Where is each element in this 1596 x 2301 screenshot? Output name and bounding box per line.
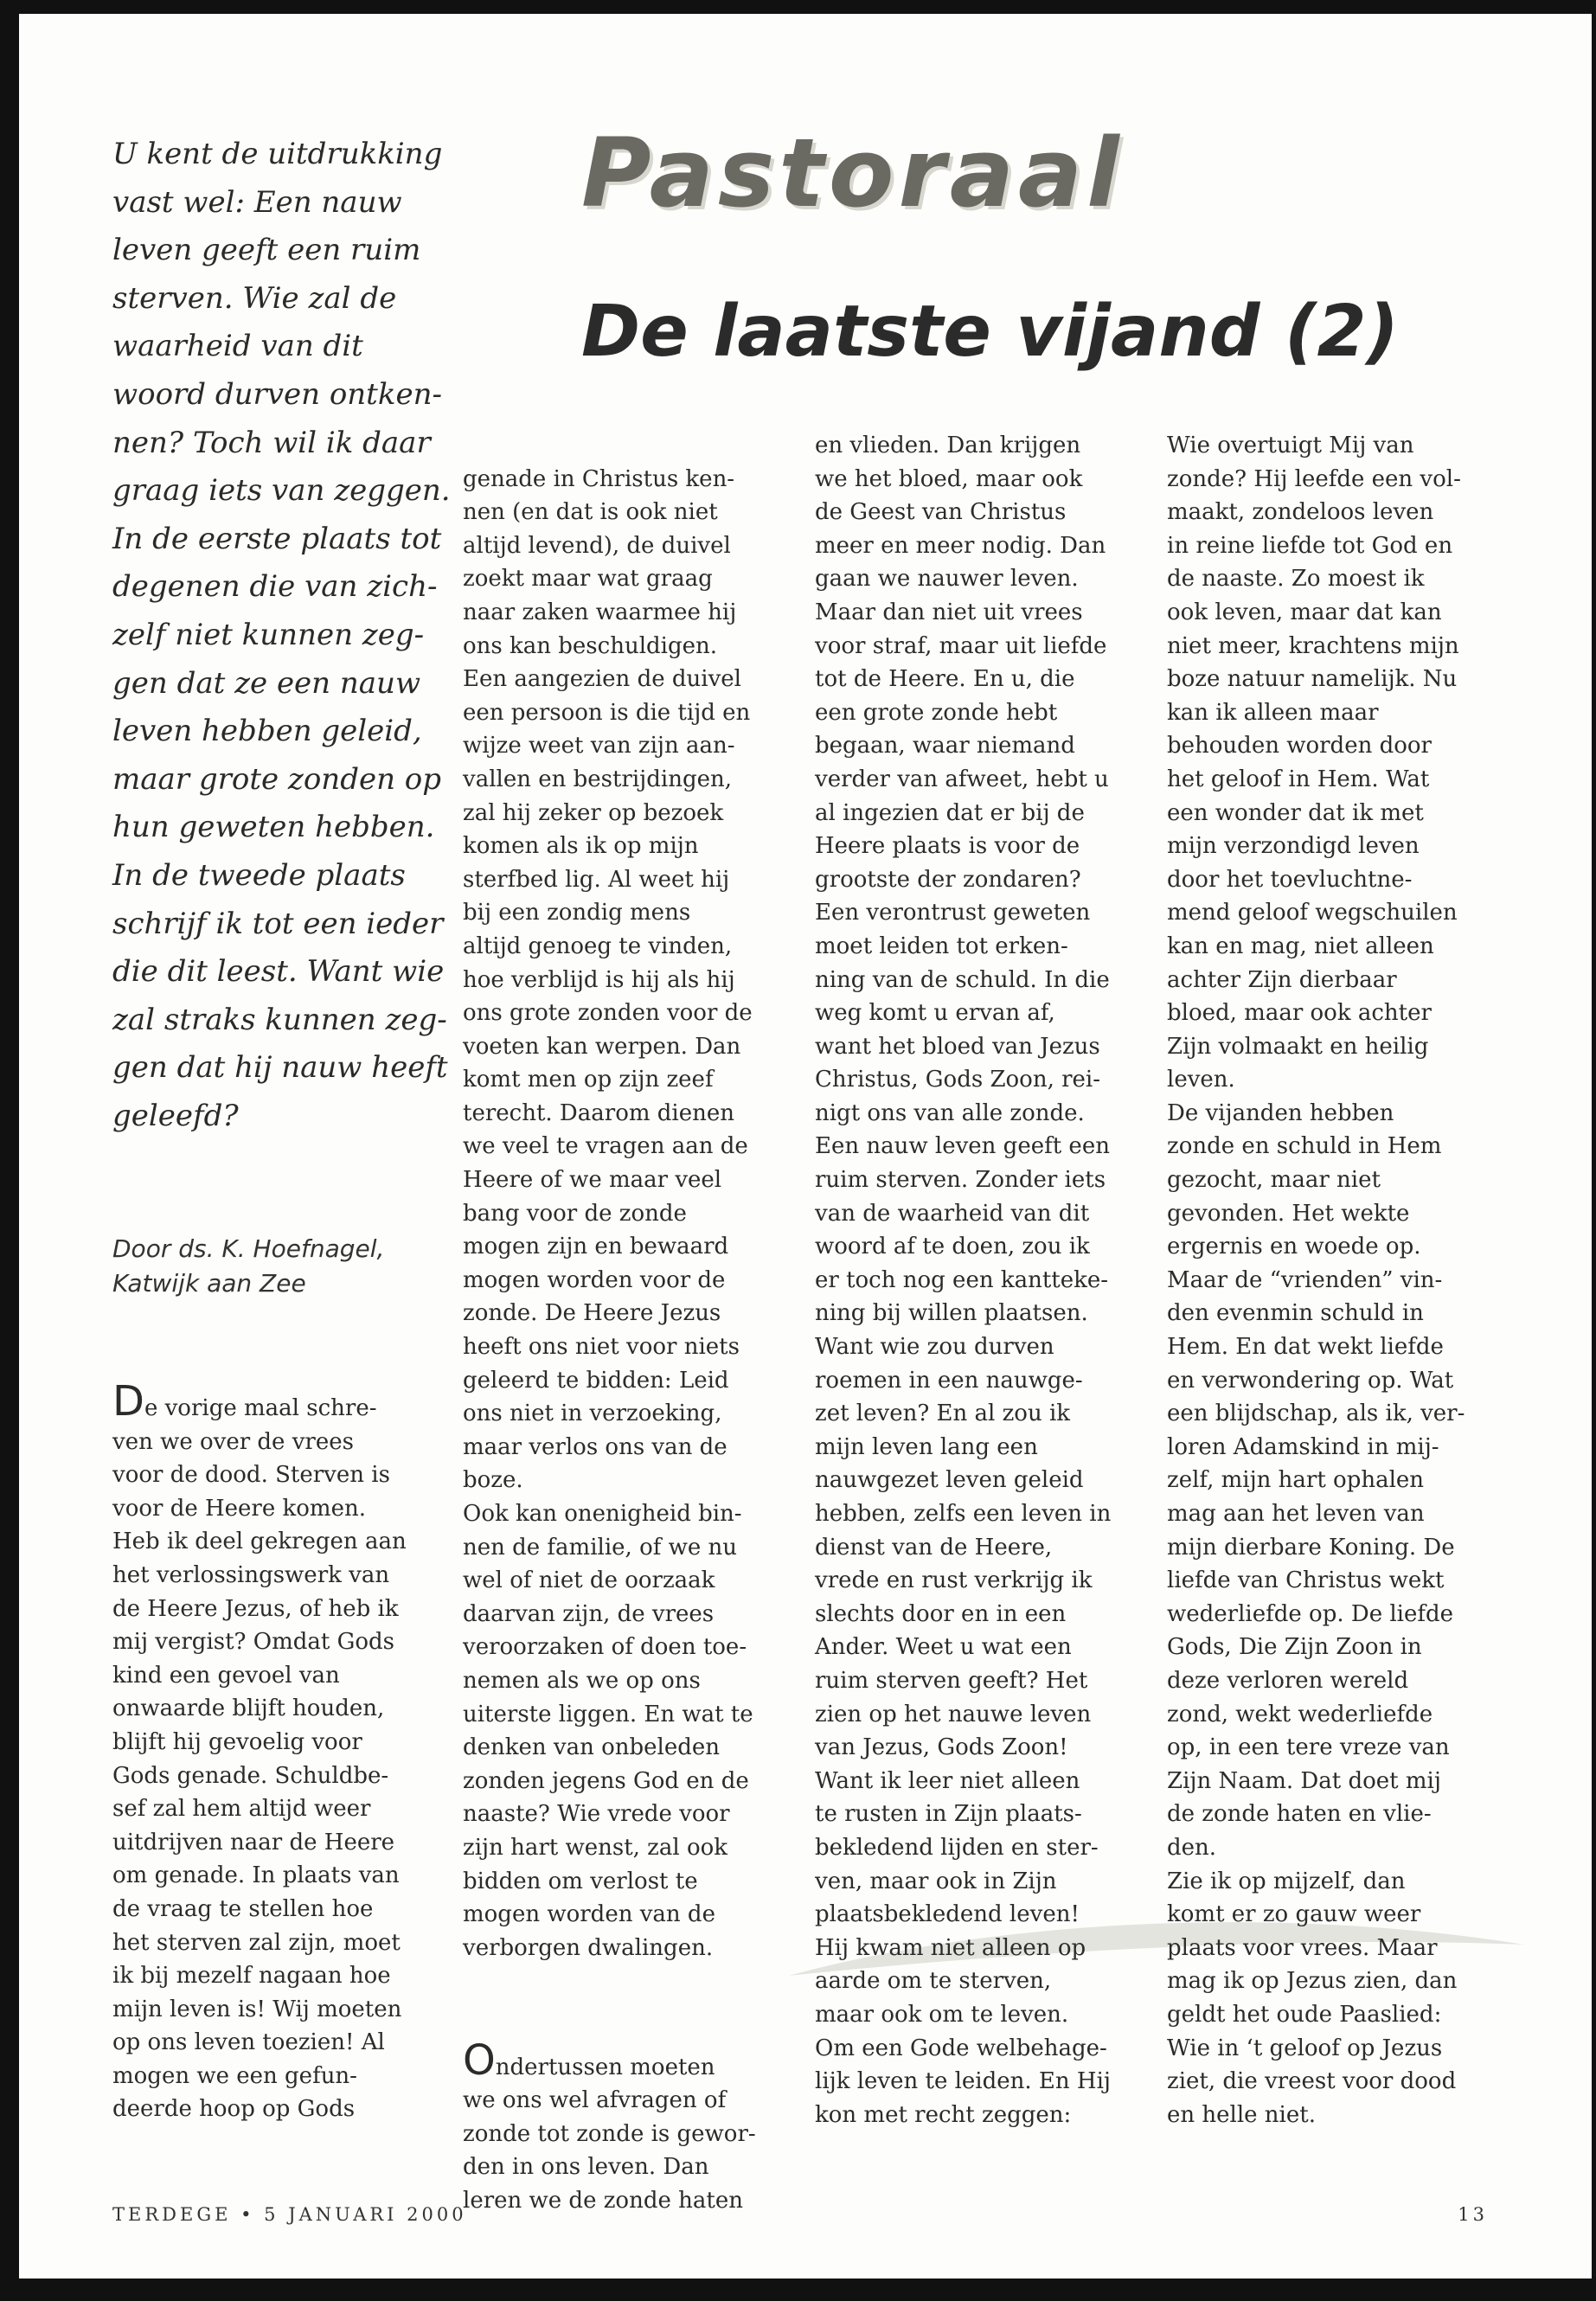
body-column-2 <box>463 429 804 2251</box>
body-column-1 <box>112 1377 454 2126</box>
author-byline: Door ds. K. Hoefnagel, Katwijk aan Zee <box>112 1234 385 1298</box>
article-title: De laatste vijand (2) <box>581 291 1400 373</box>
drop-cap: D <box>112 1377 144 1426</box>
column-2-paragraph <box>463 2035 804 2218</box>
drop-cap: O <box>463 2035 496 2085</box>
section-label: Pastoraal <box>581 118 1124 228</box>
column-2-text: genade in Christus ken- nen (en dat is ook niet altijd levend), de duivel zoekt maar wat graag naar zaken waarmee hij ons kan beschuldigen. Een aangezien de duivel een persoon is die tijd en wijze weet van zijn aan- vallen en bestrijdingen, zal hij zeker op bezoek komen als ik op mijn sterfbed lig. Al weet hij bij een zondig mens altijd genoeg te vinden, hoe verblijd is hij als hij ons grote zonden voor de voeten kan werpen. Dan komt men op zijn zeef terecht. Daarom dienen we veel te vragen aan de Heere of we maar veel bang voor de zonde mogen zijn en bewaard mogen worden voor de zonde. De Heere Jezus heeft ons niet voor niets geleerd te bidden: Leid ons niet in verzoeking, maar verlos ons van de boze. Ook kan onenigheid bin- nen de familie, of we nu wel of niet de oorzaak daarvan zijn, de vrees veroorzaken of doen toe- nemen als we op ons uiterste liggen. En wat te denken van onbeleden zonden jegens God en de naaste? Wie vrede voor zijn hart wenst, zal ook bidden om verlost te mogen worden van de verborgen dwalingen. <box>463 465 753 1961</box>
column-2-text-cont: ndertussen moeten we ons wel afvragen of zonde tot zonde is gewor- den in ons leven. Dan leren we de zonde haten <box>463 2054 756 2214</box>
body-column-4: Wie overtuigt Mij van zonde? Hij leefde een vol- maakt, zondeloos leven in reine liefde tot God en de naaste. Zo moest ik ook leven, maar dat kan niet meer, krachtens mijn boze natuur namelijk. Nu kan ik alleen maar behouden worden door het geloof in Hem. Wat een wonder dat ik met mijn verzondigd leven door het toevluchtne- mend geloof wegschuilen kan en mag, niet alleen achter Zijn dierbaar bloed, maar ook achter Zijn volmaakt en heilig leven. De vijanden hebben zonde en schuld in Hem gezocht, maar niet gevonden. Het wekte ergernis en woede op. Maar de “vrienden” vin- den evenmin schuld in Hem. En dat wekt liefde en verwondering op. Wat een blijdschap, als ik, ver- loren Adamskind in mij- zelf, mijn hart ophalen mag aan het leven van mijn dierbare Koning. De liefde van Christus wekt wederliefde op. De liefde Gods, Die Zijn Zoon in deze verloren wereld zond, wekt wederliefde op, in een tere vreze van Zijn Naam. Dat doet mij de zonde haten en vlie- den. Zie ik op mijzelf, dan komt er zo gauw weer plaats voor vrees. Maar mag ik op Jezus zien, dan geldt het oude Paaslied: Wie in ‘t geloof op Jezus ziet, die vreest voor dood en helle niet. <box>1167 433 1465 2128</box>
column-1-text: e vorige maal schre- ven we over de vrees voor de dood. Sterven is voor de Heere komen. Heb ik deel gekregen aan het verlossingswerk van de Heere Jezus, of heb ik mij vergist? Omdat Gods kind een gevoel van onwaarde blijft houden, blijft hij gevoelig voor Gods genade. Schuldbe- sef zal hem altijd weer uitdrijven naar de Heere om genade. In plaats van de vraag te stellen hoe het sterven zal zijn, moet ik bij mezelf nagaan hoe mijn leven is! Wij moeten op ons leven toezien! Al mogen we een gefun- deerde hoop op Gods <box>112 1395 407 2123</box>
magazine-page <box>19 14 1592 2279</box>
intro-quote: U kent de uitdrukking vast wel: Een nauw leven geeft een ruim sterven. Wie zal de waarheid van dit woord durven ontken- nen? Toch wil ik daar graag iets van zeggen. In de eerste plaats tot degenen die van zich- zelf niet kunnen zeg- gen dat ze een nauw leven hebben geleid, maar grote zonden op hun geweten hebben. In de tweede plaats schrijf ik tot een ieder die dit leest. Want wie zal straks kunnen zeg- gen dat hij nauw heeft geleefd? <box>112 137 451 1133</box>
footer-publication: TERDEGE • 5 JANUARI 2000 <box>112 2204 467 2225</box>
page-number: 13 <box>1458 2204 1488 2225</box>
body-column-3: en vlieden. Dan krijgen we het bloed, maar ook de Geest van Christus meer en meer nodig. Dan gaan we nauwer leven. Maar dan niet uit vrees voor straf, maar uit liefde tot de Heere. En u, die een grote zonde hebt begaan, waar niemand verder van afweet, hebt u al ingezien dat er bij de Heere plaats is voor de grootste der zondaren? Een verontrust geweten moet leiden tot erken- ning van de schuld. In die weg komt u ervan af, want het bloed van Jezus Christus, Gods Zoon, rei- nigt ons van alle zonde. Een nauw leven geeft een ruim sterven. Zonder iets van de waarheid van dit woord af te doen, zou ik er toch nog een kantteke- ning bij willen plaatsen. Want wie zou durven roemen in een nauwge- zet leven? En al zou ik mijn leven lang een nauwgezet leven geleid hebben, zelfs een leven in dienst van de Heere, vrede en rust verkrijg ik slechts door en in een Ander. Weet u wat een ruim sterven geeft? Het zien op het nauwe leven van Jezus, Gods Zoon! Want ik leer niet alleen te rusten in Zijn plaats- bekledend lijden en ster- ven, maar ook in Zijn plaatsbekledend leven! Hij kwam niet alleen op aarde om te sterven, maar ook om te leven. Om een Gode welbehage- lijk leven te leiden. En Hij kon met recht zeggen: <box>815 433 1112 2128</box>
